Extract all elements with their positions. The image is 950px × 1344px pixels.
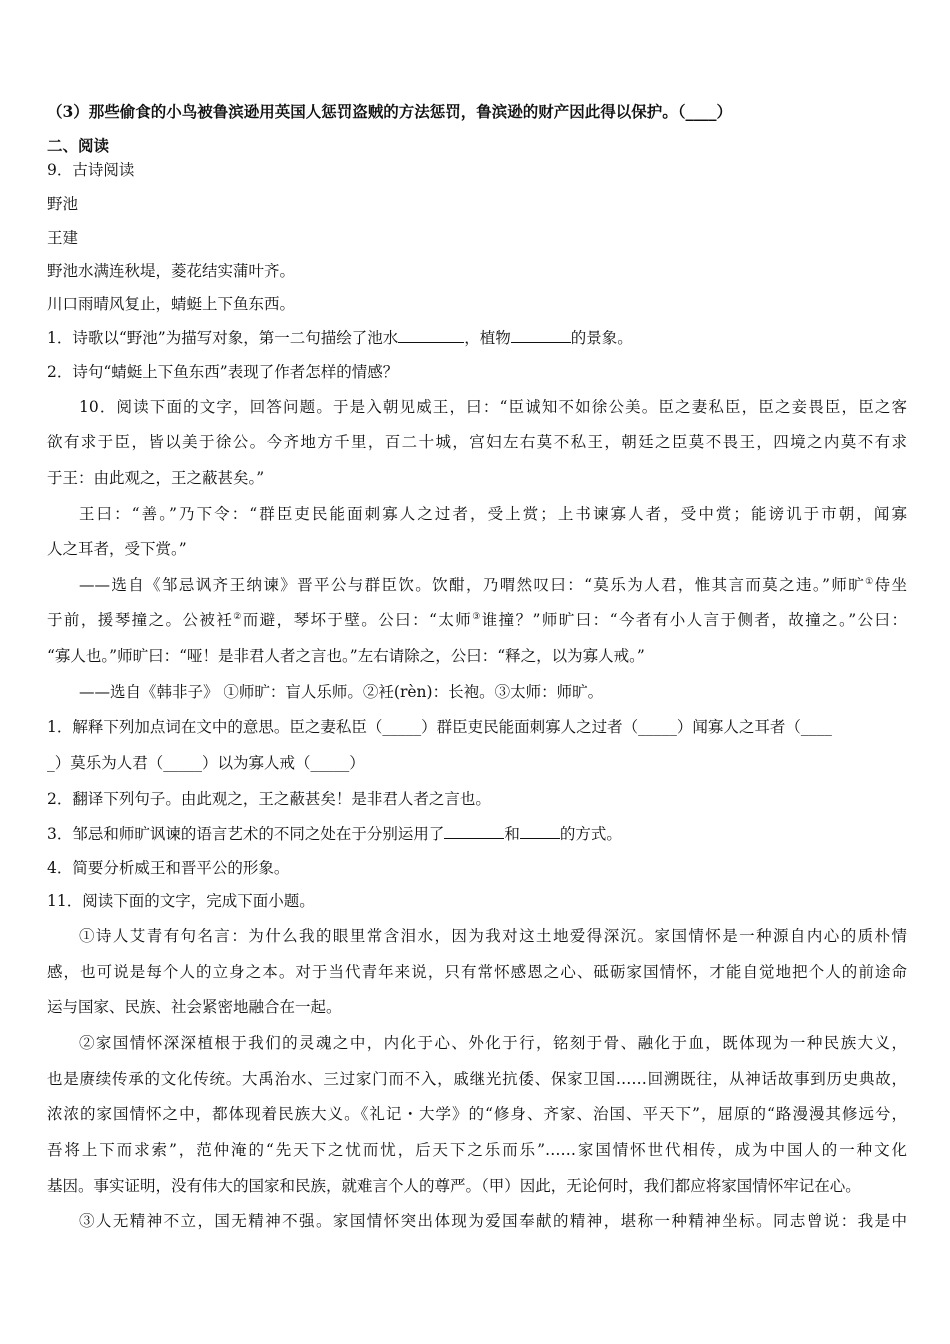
q10-sub3-blank-2[interactable]	[520, 824, 560, 839]
q10-sub1-line2: _）莫乐为人君（_____）以为寡人戒（_____）	[47, 754, 365, 772]
q10-sub3-text-a: 3．邹忌和师旷讽谏的语言艺术的不同之处在于分别运用了	[47, 825, 445, 843]
q9-sub1-blank-2[interactable]	[511, 328, 571, 343]
footnote-ref-2: ②	[233, 611, 243, 622]
q10-sub4: 4．简要分析威王和晋平公的形象。	[47, 859, 290, 877]
section-heading-reading: 二、阅读	[47, 136, 110, 155]
q10-sub3-text-c: 的方式。	[559, 825, 622, 843]
q10-p3-line3: “寡人也。”师旷曰：“哑！是非君人者之言也。”左右请除之，公曰：“释之，以为寡人戒。”	[47, 647, 645, 665]
q9-sub1-blank-1[interactable]	[398, 328, 464, 343]
q10-p2-line1: 王曰：“善。”乃下令：“群臣吏民能面刺寡人之过者，受上赏；上书谏寡人者，受中赏；能谤讥于市朝，闻寡	[79, 505, 907, 523]
q11-p2-line1: ②家国情怀深深植根于我们的灵魂之中，内化于心、外化于行，铭刻于骨、融化于血，既体现为一种民族大义，	[79, 1034, 907, 1052]
q10-p3-line2-b: 而避，琴坏于壁。公曰：“太师	[242, 611, 473, 629]
poem-title: 野池	[47, 195, 79, 213]
q10-p3-line2	[47, 609, 907, 631]
q11-p1-line3: 运与国家、民族、社会紧密地融合在一起。	[47, 998, 342, 1016]
q9-title: 9．古诗阅读	[47, 161, 135, 179]
q10-sub3-text-b: 和	[504, 825, 520, 843]
q9-sub1	[47, 327, 907, 349]
q11-title: 11．阅读下面的文字，完成下面小题。	[47, 892, 315, 910]
q10-p3-line2-a: 于前，援琴撞之。公被衽	[47, 611, 234, 629]
q8-item3: （3）那些偷食的小鸟被鲁滨逊用英国人惩罚盗贼的方法惩罚，鲁滨逊的财产因此得以保护。（____）	[47, 102, 733, 121]
q11-p2-line4: 吾将上下而求索”，范仲淹的“先天下之忧而忧，后天下之乐而乐”……家国情怀世代相传，成为中国人的一种文化	[47, 1141, 907, 1159]
q9-sub1-text-c: 的景象。	[570, 329, 633, 347]
footnote-ref-1: ①	[865, 576, 875, 587]
q10-sub3-blank-1[interactable]	[444, 824, 504, 839]
poem-line-2: 川口雨晴风复止，蜻蜓上下鱼东西。	[47, 295, 296, 313]
q11-p2-line3: 浓浓的家国情怀之中，都体现着民族大义。《礼记・大学》的“修身、齐家、治国、平天下”，屈原的“路漫漫其修远兮，	[47, 1105, 907, 1123]
q10-source-notes: ——选自《韩非子》 ①师旷：盲人乐师。②衽(rèn)：长袍。③太师：师旷。	[79, 683, 604, 701]
poem-author: 王建	[47, 229, 79, 247]
q10-sub2: 2．翻译下列句子。由此观之，王之蔽甚矣！是非君人者之言也。	[47, 790, 491, 808]
q11-p2-line5: 基因。事实证明，没有伟大的国家和民族，就难言个人的尊严。（甲）因此，无论何时，我们都应将家国情怀牢记在心。	[47, 1177, 861, 1195]
q11-p3-line1: ③人无精神不立，国无精神不强。家国情怀突出体现为爱国奉献的精神，堪称一种精神坐标。同志曾说：我是中	[79, 1212, 907, 1230]
q11-p1-line2: 感，也可说是每个人的立身之本。对于当代青年来说，只有常怀感恩之心、砥砺家国情怀，才能自觉地把个人的前途命	[47, 963, 907, 981]
poem-line-1: 野池水满连秋堤，菱花结实蒲叶齐。	[47, 262, 296, 280]
q10-sub1-line1: 1．解释下列加点词在文中的意思。臣之妻私臣（_____）群臣吏民能面刺寡人之过者（_____）闻寡人之耳者（____	[47, 718, 832, 736]
q10-p3-line2-c: 谁撞？”师旷曰：“今者有小人言于侧者，故撞之。”公曰：	[481, 611, 907, 629]
q10-p1-line2: 欲有求于臣，皆以美于徐公。今齐地方千里，百二十城，宫妇左右莫不私王，朝廷之臣莫不畏王，四境之内莫不有求	[47, 433, 907, 451]
footnote-ref-3: ③	[472, 611, 482, 622]
q10-p3-line1	[79, 574, 907, 596]
q11-p2-line2: 也是赓续传承的文化传统。大禹治水、三过家门而不入，戚继光抗倭、保家卫国……回溯既往，从神话故事到历史典故，	[47, 1070, 907, 1088]
q10-p3-line1-a: ——选自《邹忌讽齐王纳谏》晋平公与群臣饮。饮酣，乃喟然叹曰：“莫乐为人君，惟其言而莫之违。”师旷	[79, 576, 866, 594]
q10-p1-line3: 于王：由此观之，王之蔽甚矣。”	[47, 469, 265, 487]
q11-p1-line1: ①诗人艾青有句名言：为什么我的眼里常含泪水，因为我对这土地爱得深沉。家国情怀是一种源自内心的质朴情	[79, 927, 907, 945]
q10-p3-line1-b: 侍坐	[874, 576, 907, 594]
q9-sub1-text-b: ，植物	[464, 329, 511, 347]
q9-sub2: 2．诗句“蜻蜓上下鱼东西”表现了作者怎样的情感？	[47, 363, 399, 381]
q9-sub1-text-a: 1．诗歌以“野池”为描写对象，第一二句描绘了池水	[47, 329, 399, 347]
q10-p2-line2: 人之耳者，受下赏。”	[47, 540, 187, 558]
q10-sub3	[47, 823, 907, 845]
q10-p1-line1: 10．阅读下面的文字，回答问题。于是入朝见威王，曰：“臣诚知不如徐公美。臣之妻私臣，臣之妾畏臣，臣之客	[79, 398, 907, 416]
